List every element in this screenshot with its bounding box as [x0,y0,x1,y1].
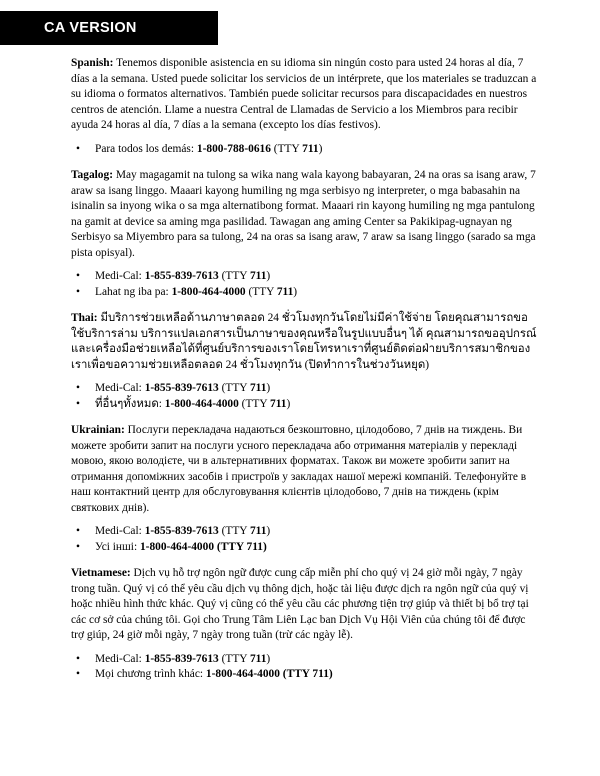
bullet-icon: • [76,285,80,298]
phone-list [71,652,541,683]
tty-number: 711 [276,285,294,298]
phone-item [71,667,541,683]
tty-number: 711 [302,142,319,155]
phone-label: Medi-Cal: [95,382,142,394]
phone-label: Lahat ng iba pa: [95,285,169,298]
tty-open: (TTY [273,142,300,155]
section-paragraph [71,168,541,261]
phone-list [71,524,541,555]
phone-label: Medi-Cal: [95,525,142,537]
phone-item [71,142,541,158]
version-title: CA VERSION [44,20,137,36]
section-text: Dịch vụ hỗ trợ ngôn ngữ được cung cấp miễn phí cho quý vị 24 giờ mỗi ngày, 7 ngày trong tuần. Quý vị có thể yêu cầu dịch vụ thông dịch, hoặc tài liệu được dịch ra ngôn ngữ của quý vị hoặc nhiều hình thức khác. Quý vị cũng có thể yêu cầu các phương tiện trợ giúp và thiết bị bổ trợ tại các cơ sở của chúng tôi. Gọi cho Trung Tâm Liên Lạc ban Dịch Vụ Hội Viên của chúng tôi để được trợ giúp, 24 giờ mỗi ngày, 7 ngày trong tuần (trừ các ngày lễ). [71,567,529,641]
section-paragraph [71,311,541,373]
bullet-icon: • [76,668,80,680]
bullet-icon: • [76,270,80,282]
language-name: Spanish: [71,57,114,69]
section-vietnamese [71,566,541,683]
bullet-icon: • [76,525,80,537]
phone-list [71,142,541,158]
tty-close: ) [293,285,298,298]
tty-open: (TTY [221,525,248,537]
phone-label: ที่อื่นๆทั้งหมด: [95,397,162,410]
language-name: Vietnamese: [71,567,131,579]
phone-label: Усі інші: [95,540,138,553]
phone-number: 1-855-839-7613 [144,270,219,282]
bullet-icon: • [76,540,80,553]
section-text: มีบริการช่วยเหลือด้านภาษาตลอด 24 ชั่วโมงทุกวันโดยไม่มีค่าใช้จ่าย โดยคุณสามารถขอใช้บริการล่าม บริการแปลเอกสารเป็นภาษาของคุณหรือในรูปแบบอื่นๆ ได้ คุณสามารถขออุปกรณ์และเครื่องมือช่วยเหลือได้ที่ศูนย์บริการของเราโดยโทรหาเราที่ศูนย์ติดต่อฝ่ายบริการสมาชิกของเราเพื่อขอความช่วยเหลือตลอด 24 ชั่วโมงทุกวัน (ปิดทำการในช่วงวันหยุด) [71,312,537,371]
phone-label: Medi-Cal: [95,270,142,282]
bullet-icon: • [76,652,80,665]
section-text: May magagamit na tulong sa wika nang wala kayong babayaran, 24 na oras sa isang araw, 7 araw sa isang linggo. Maaari kayong humiling ng mga serbisyo ng interpreter, o mga babasahin na isinalin sa inyong wika o sa mga alternatibong format. Maaari rin kayong humiling ng mga pantulong na gamit at device sa aming mga pasilidad. Tawagan ang aming Center sa Pakikipag-ugnayan ng Serbisyo sa Miyembro para sa tulong, 24 na oras sa isang araw, 7 araw sa isang linggo (sarado sa mga pista opisyal). [71,169,536,259]
tty-open: (TTY [221,382,248,394]
phone-label: Medi-Cal: [95,652,142,665]
tty-number: 711 [249,270,267,282]
language-name: Ukrainian: [71,424,125,436]
phone-item [71,269,541,285]
tty-close: ) [286,397,291,410]
section-spanish [71,56,541,157]
phone-item [71,381,541,397]
phone-list [71,381,541,412]
bullet-icon: • [76,382,80,394]
tty-open: (TTY [241,397,268,410]
section-thai [71,311,541,412]
tty-open: (TTY [248,285,274,298]
tty-open: (TTY [221,652,248,665]
phone-number: 1-855-839-7613 [144,652,219,665]
tty-number: 711 [270,397,287,410]
phone-list [71,269,541,300]
phone-number: 1-855-839-7613 [144,382,219,394]
language-name: Tagalog: [71,169,113,181]
tty-number: 711 [249,652,267,665]
phone-number: 1-800-464-4000 [171,285,246,298]
tty-close: ) [266,525,271,537]
phone-item [71,540,541,556]
version-banner [0,11,218,45]
phone-number: 1-800-464-4000 [164,397,239,410]
section-paragraph [71,423,541,516]
phone-item [71,285,541,301]
section-text: Послуги перекладача надаються безкоштовно, цілодобово, 7 днів на тиждень. Ви можете зробити запит на послуги усного перекладача або отримання матеріалів у перекладі мовою, якою володієте, чи в альтернативних форматах. Також ви можете зробити запит на отримання допоміжних засобів і пристроїв у закладах нашої мережі компаній. Телефонуйте в наш контактний центр для обслуговування клієнтів цілодобово, 7 днів на тиждень (крім святкових днів). [71,424,527,514]
tty-open: (TTY [221,270,248,282]
section-text: Tenemos disponible asistencia en su idioma sin ningún costo para usted 24 horas al día, 7 días a la semana. Usted puede solicitar los servicios de un intérprete, que los materiales se traduzcan a su idioma o formatos alternativos. También puede solicitar recursos para discapacidades en nuestros centros de atención. Llame a nuestra Central de Llamadas de Servicio a los Miembros para recibir ayuda 24 horas al día, 7 días a la semana (excepto los días festivos). [71,57,537,131]
phone-number: 1-800-788-0616 [196,142,271,155]
phone-label: Mọi chương trình khác: [95,668,204,680]
phone-item [71,397,541,413]
section-paragraph [71,566,541,644]
bullet-icon: • [76,397,80,410]
phone-item [71,652,541,668]
tty-close: ) [266,270,271,282]
section-tagalog [71,168,541,300]
tty-number: 711 [249,525,267,537]
bullet-icon: • [76,142,80,155]
phone-number: 1-800-464-4000 (TTY 711) [205,668,333,680]
phone-label: Para todos los demás: [95,142,195,155]
language-assistance-content [71,56,541,683]
section-paragraph [71,56,541,134]
tty-close: ) [266,652,271,665]
phone-number: 1-800-464-4000 (TTY 711) [139,540,267,553]
tty-close: ) [318,142,323,155]
language-name: Thai: [71,312,98,324]
phone-number: 1-855-839-7613 [144,525,219,537]
phone-item [71,524,541,540]
tty-close: ) [266,382,271,394]
tty-number: 711 [249,382,267,394]
section-ukrainian [71,423,541,555]
